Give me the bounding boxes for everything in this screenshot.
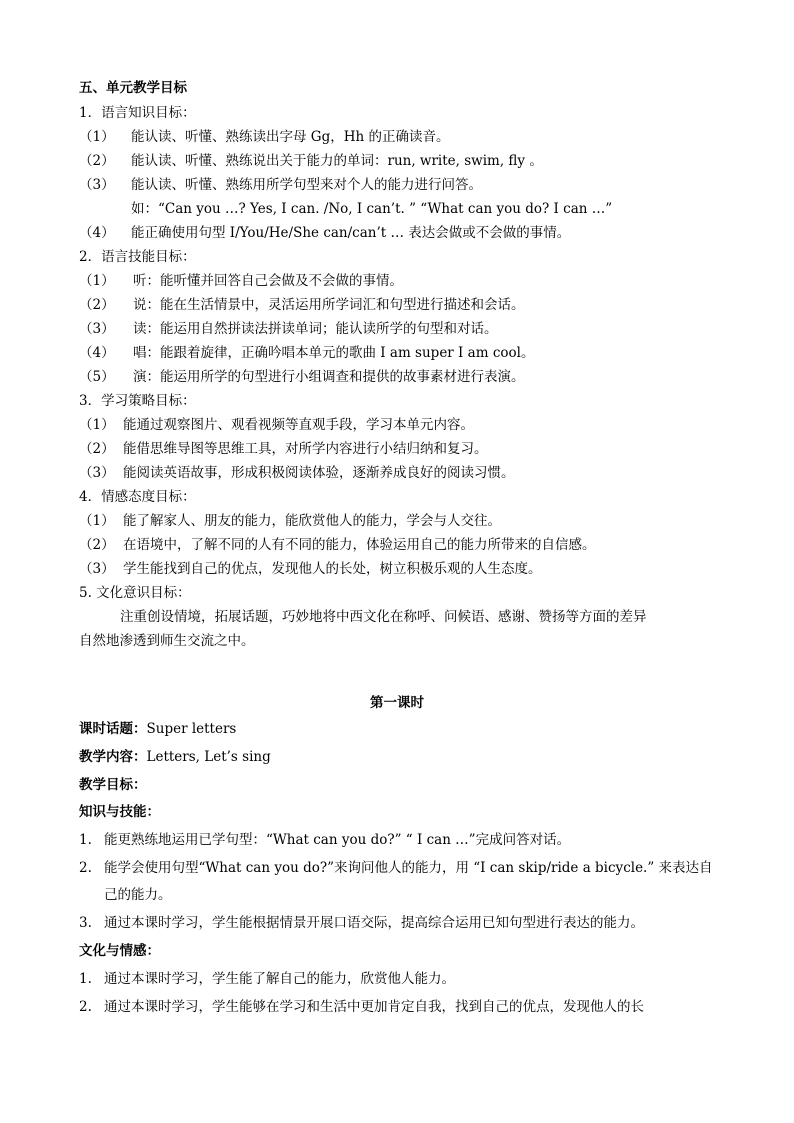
section-heading: 五、单元教学目标 (79, 80, 187, 96)
list-item (79, 536, 596, 554)
subsection-title: 4．情感态度目标： (79, 489, 196, 505)
field-value: Super letters (146, 721, 237, 737)
list-item (79, 272, 403, 290)
item-number: （2） (79, 153, 115, 169)
list-item (79, 416, 474, 434)
item-number: 1. (79, 971, 92, 987)
knowledge-heading: 知识与技能： (79, 804, 160, 820)
list-item (79, 128, 449, 146)
list-item (79, 859, 713, 877)
item-number: （5） (79, 369, 115, 385)
item-number: （3） (79, 561, 115, 577)
subsection-title: 1．语言知识目标： (79, 105, 196, 121)
item-text: 听：能听懂并回答自己会做及不会做的事情。 (133, 273, 403, 289)
subsection-title: 3．学习策略目标： (79, 393, 196, 409)
item-text: 读：能运用自然拼读法拼读单词；能认读所学的句型和对话。 (133, 321, 498, 337)
item-text: 学生能找到自己的优点，发现他人的长处，树立积极乐观的人生态度。 (123, 561, 542, 577)
item-text: 唱：能跟着旋律，正确吟唱本单元的歌曲 I am super I am cool。 (133, 345, 535, 361)
list-item (79, 296, 525, 314)
list-item (79, 152, 543, 170)
list-item (79, 344, 534, 362)
item-text: 能学会使用句型“What can you do?”来询问他人的能力，用 “I can skip/ride a bicycle.” 来表达自 (104, 860, 713, 876)
list-item (79, 914, 644, 932)
item-number: （1） (79, 273, 115, 289)
list-item (79, 998, 644, 1016)
list-item (79, 320, 498, 338)
item-number: （2） (79, 537, 115, 553)
list-item (79, 512, 501, 530)
example-sentence: 如：“Can you …? Yes, I can. /No, I can’t. ” “What can you do? I can …” (131, 201, 613, 217)
item-number: （1） (79, 129, 115, 145)
item-number: （4） (79, 345, 115, 361)
list-item (79, 224, 570, 242)
item-number: （3） (79, 177, 115, 193)
item-number: 3. (79, 915, 92, 931)
item-text: 能更熟练地运用已学句型：“What can you do?” “ I can …”完成问答对话。 (104, 832, 571, 848)
paragraph-line: 自然地渗透到师生交流之中。 (79, 633, 255, 649)
item-text: 能认读、听懂、熟练读出字母 Gg，Hh 的正确读音。 (131, 129, 450, 145)
item-text: 能通过观察图片、观看视频等直观手段，学习本单元内容。 (123, 417, 474, 433)
item-text: 能借思维导图等思维工具，对所学内容进行小结归纳和复习。 (123, 441, 488, 457)
subsection-title: 5. 文化意识目标： (79, 585, 191, 601)
item-text: 通过本课时学习，学生能够在学习和生活中更加肯定自我，找到自己的优点，发现他人的长 (104, 999, 644, 1015)
item-text: 能正确使用句型 I/You/He/She can/can’t … 表达会做或不会做的事情。 (131, 225, 571, 241)
item-number: 1. (79, 832, 92, 848)
list-item (79, 464, 515, 482)
item-number: （4） (79, 225, 115, 241)
culture-heading: 文化与情感： (79, 943, 160, 959)
item-number: （1） (79, 513, 115, 529)
item-text: 在语境中，了解不同的人有不同的能力，体验运用自己的能力所带来的自信感。 (123, 537, 596, 553)
item-number: （2） (79, 297, 115, 313)
paragraph-line: 注重创设情境，拓展话题，巧妙地将中西文化在称呼、问候语、感谢、赞扬等方面的差异 (120, 609, 647, 625)
list-item (79, 560, 542, 578)
item-text: 能了解家人、朋友的能力，能欣赏他人的能力，学会与人交往。 (123, 513, 501, 529)
item-text: 能阅读英语故事，形成积极阅读体验，逐渐养成良好的阅读习惯。 (123, 465, 515, 481)
field-label: 教学内容： (79, 749, 147, 765)
item-text: 能认读、听懂、熟练说出关于能力的单词：run, write, swim, fly 。 (131, 153, 543, 169)
item-continuation: 己的能力。 (104, 887, 172, 903)
lesson-topic (79, 720, 236, 738)
lesson-title: 第一课时 (370, 695, 424, 711)
field-label: 课时话题： (79, 721, 147, 737)
item-text: 通过本课时学习，学生能了解自己的能力，欣赏他人能力。 (104, 971, 455, 987)
item-text: 通过本课时学习，学生能根据情景开展口语交际，提高综合运用已知句型进行表达的能力。 (104, 915, 644, 931)
item-number: 2. (79, 999, 92, 1015)
lesson-content (79, 748, 271, 766)
item-number: （3） (79, 321, 115, 337)
item-text: 能认读、听懂、熟练用所学句型来对个人的能力进行问答。 (131, 177, 482, 193)
item-text: 演：能运用所学的句型进行小组调查和提供的故事素材进行表演。 (133, 369, 525, 385)
item-number: 2. (79, 860, 92, 876)
goals-heading: 教学目标： (79, 777, 147, 793)
field-value: Letters, Let’s sing (146, 749, 271, 765)
list-item (79, 970, 455, 988)
item-number: （2） (79, 441, 115, 457)
subsection-title: 2．语言技能目标： (79, 249, 196, 265)
item-number: （1） (79, 417, 115, 433)
list-item (79, 176, 482, 194)
item-text: 说：能在生活情景中，灵活运用所学词汇和句型进行描述和会话。 (133, 297, 525, 313)
list-item (79, 440, 488, 458)
item-number: （3） (79, 465, 115, 481)
list-item (79, 831, 570, 849)
list-item (79, 368, 525, 386)
